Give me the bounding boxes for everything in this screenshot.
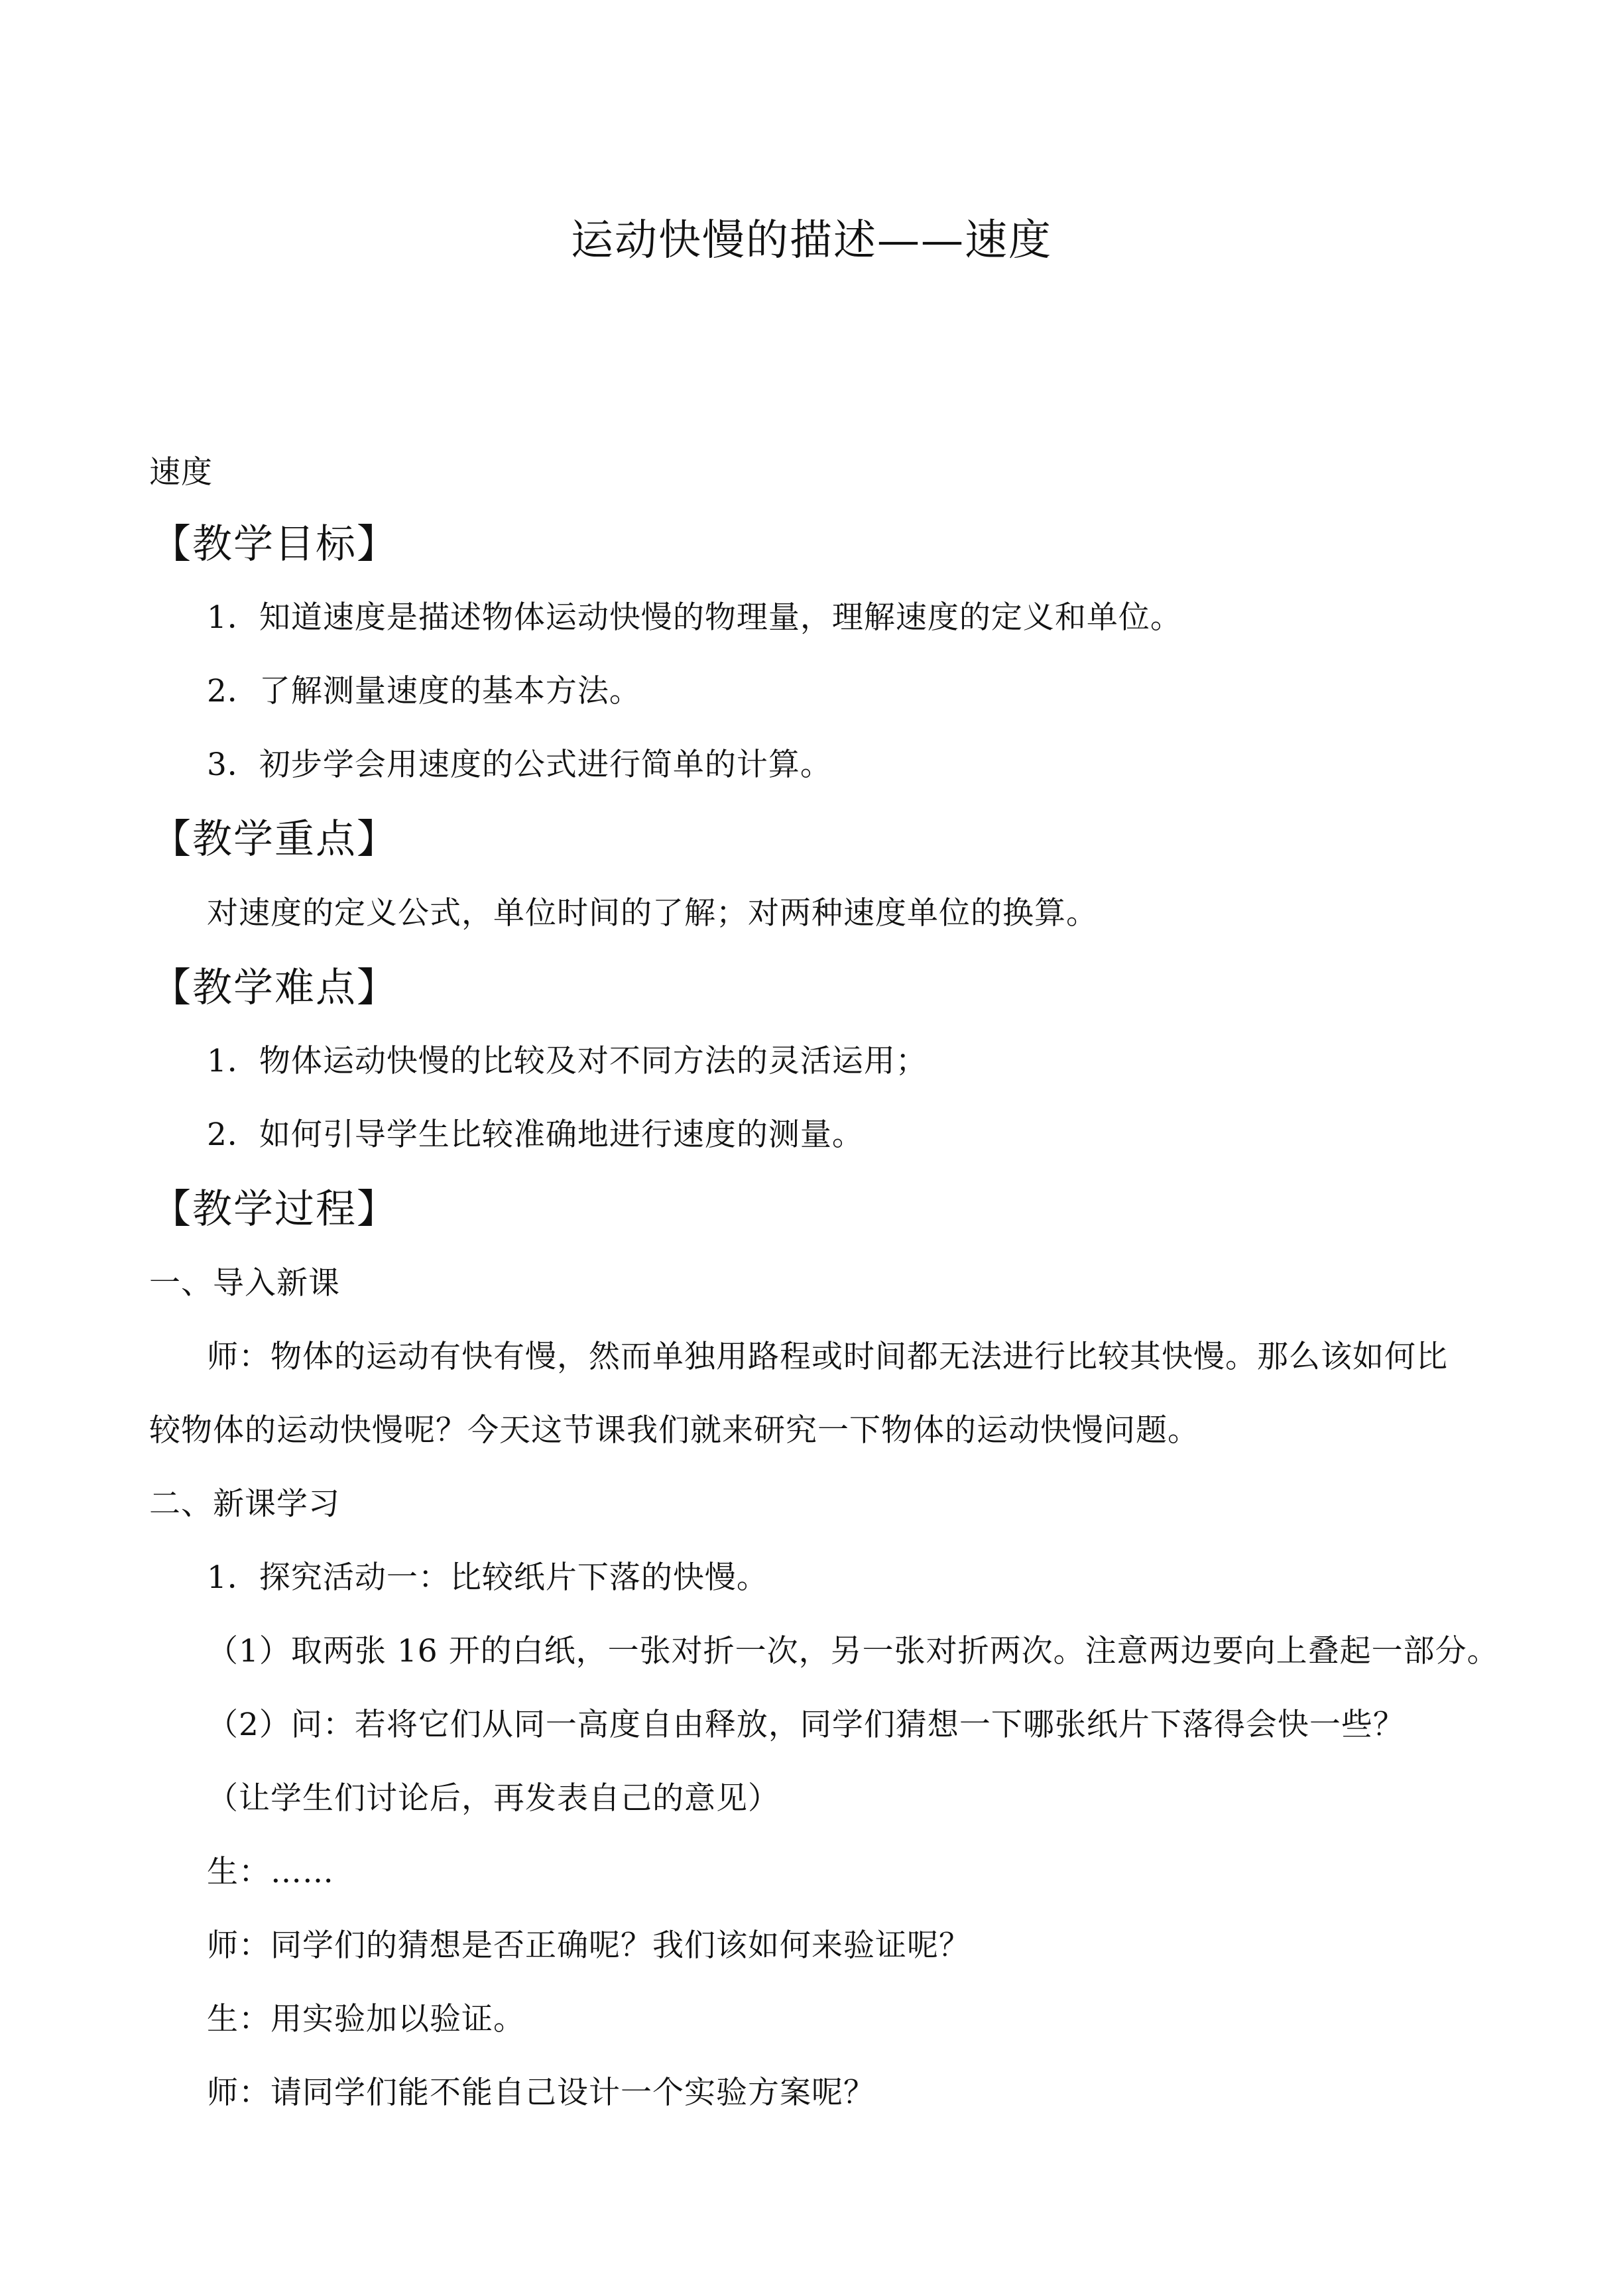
activity-1: 1．探究活动一：比较纸片下落的快慢。 — [207, 1559, 768, 1596]
objective-item-1: 1．知道速度是描述物体运动快慢的物理量，理解速度的定义和单位。 — [207, 599, 1182, 636]
subject-label: 速度 — [149, 454, 213, 491]
document-title: 运动快慢的描述——速度 — [571, 216, 1052, 265]
dialogue-line: 生：用实验加以验证。 — [207, 2001, 525, 2037]
difficulty-item-1: 1．物体运动快慢的比较及对不同方法的灵活运用； — [207, 1043, 928, 1079]
objectives-heading: 【教学目标】 — [151, 521, 398, 568]
dialogue-line: 师：请同学们能不能自己设计一个实验方案呢？ — [207, 2075, 875, 2111]
part1-title: 一、导入新课 — [149, 1265, 340, 1301]
difficulties-heading: 【教学难点】 — [151, 965, 398, 1011]
part1-paragraph-line-2: 较物体的运动快慢呢？今天这节课我们就来研究一下物体的运动快慢问题。 — [149, 1412, 1199, 1449]
part1-paragraph-line-1: 师：物体的运动有快有慢，然而单独用路程或时间都无法进行比较其快慢。那么该如何比 — [207, 1339, 1448, 1375]
process-heading: 【教学过程】 — [151, 1186, 398, 1233]
step-note: （让学生们讨论后，再发表自己的意见） — [207, 1780, 780, 1817]
key-points-text: 对速度的定义公式，单位时间的了解；对两种速度单位的换算。 — [207, 895, 1098, 932]
objective-item-2: 2．了解测量速度的基本方法。 — [207, 673, 641, 709]
dialogue-line: 生：…… — [207, 1854, 334, 1890]
objective-item-3: 3．初步学会用速度的公式进行简单的计算。 — [207, 747, 832, 783]
difficulty-item-2: 2．如何引导学生比较准确地进行速度的测量。 — [207, 1117, 864, 1153]
part2-title: 二、新课学习 — [149, 1486, 340, 1522]
step-1: （1）取两张 16 开的白纸，一张对折一次，另一张对折两次。注意两边要向上叠起一部分。 — [207, 1633, 1499, 1669]
dialogue-line: 师：同学们的猜想是否正确呢？我们该如何来验证呢？ — [207, 1927, 971, 1964]
step-2: （2）问：若将它们从同一高度自由释放，同学们猜想一下哪张纸片下落得会快一些？ — [207, 1707, 1405, 1743]
key-points-heading: 【教学重点】 — [151, 816, 398, 863]
